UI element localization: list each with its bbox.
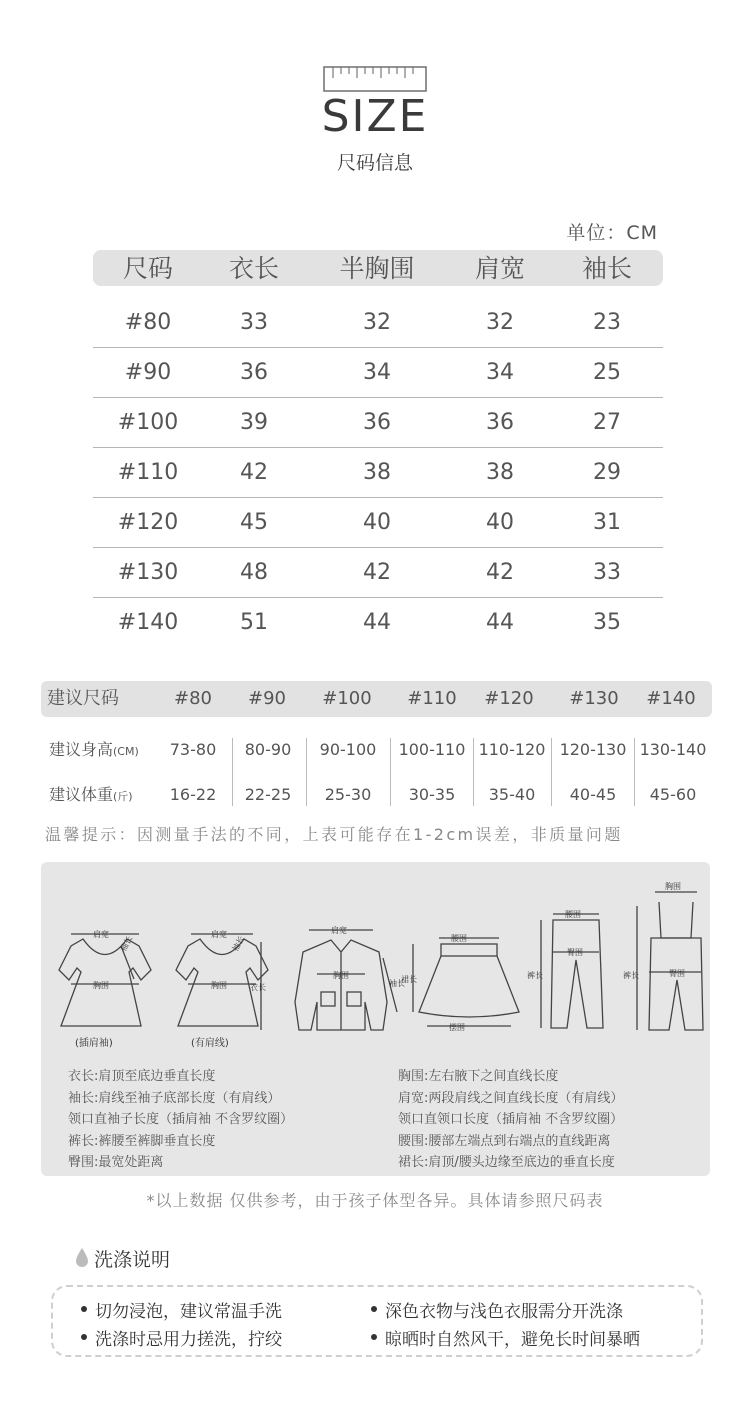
table-cell: 44 bbox=[486, 610, 514, 635]
table-cell: 44 bbox=[363, 610, 391, 635]
table-cell: 48 bbox=[240, 560, 268, 585]
table-cell: #140 bbox=[117, 610, 179, 635]
weight-value: 40-45 bbox=[569, 785, 617, 804]
garment-diagrams bbox=[41, 862, 710, 1062]
desc-line: 臀围:最宽处距离 bbox=[68, 1155, 164, 1170]
jacket-icon bbox=[261, 930, 397, 1030]
table-cell: 32 bbox=[486, 310, 514, 335]
diagram-label-waist: 腰围 bbox=[451, 934, 467, 943]
table-cell: 32 bbox=[363, 310, 391, 335]
desc-line: 胸围:左右腋下之间直线长度 bbox=[398, 1069, 559, 1084]
height-value: 100-110 bbox=[398, 740, 466, 759]
weight-value: 16-22 bbox=[169, 785, 217, 804]
diagram-label-skirt-length: 裙长 bbox=[401, 975, 417, 984]
diagram-label-chest: 胸围 bbox=[93, 981, 109, 990]
diagram-label-hem: 摆围 bbox=[449, 1023, 465, 1032]
weight-value: 22-25 bbox=[244, 785, 292, 804]
table-cell: 34 bbox=[363, 360, 391, 385]
recommend-size: #80 bbox=[174, 688, 212, 709]
desc-line: 领口直领口长度（插肩袖 不含罗纹圈） bbox=[398, 1112, 624, 1127]
diagram-label-length: 衣长 bbox=[250, 983, 266, 992]
wash-title: 洗涤说明 bbox=[94, 1249, 171, 1271]
table-cell: 38 bbox=[486, 460, 514, 485]
diagram-label-hip: 臀围 bbox=[567, 948, 583, 957]
desc-line: 衣长:肩顶至底边垂直长度 bbox=[68, 1069, 216, 1084]
recommend-size: #120 bbox=[484, 688, 534, 709]
diagram-label-shoulder: 肩宽 bbox=[93, 930, 109, 939]
size-title: SIZE bbox=[321, 91, 429, 142]
weight-value: 35-40 bbox=[488, 785, 536, 804]
diagram-label-waist: 腰围 bbox=[565, 910, 581, 919]
table-row bbox=[93, 498, 663, 548]
column-header: 袖长 bbox=[581, 254, 632, 283]
recommend-size: #90 bbox=[248, 688, 286, 709]
table-cell: 25 bbox=[593, 360, 621, 385]
recommend-table-header bbox=[41, 681, 712, 717]
recommend-size: #110 bbox=[407, 688, 457, 709]
column-divider bbox=[634, 738, 635, 806]
table-cell: 35 bbox=[593, 610, 621, 635]
desc-line: 裙长:肩顶/腰头边缘至底边的垂直长度 bbox=[398, 1155, 615, 1170]
diagram-label-sleeve: 袖长 bbox=[389, 979, 405, 988]
column-header: 尺码 bbox=[122, 254, 173, 283]
diagram-label-chest: 胸围 bbox=[333, 971, 349, 980]
ruler-icon bbox=[323, 66, 427, 92]
table-row bbox=[93, 448, 663, 498]
water-drop-icon bbox=[75, 1247, 89, 1269]
raglan-tee-icon bbox=[59, 934, 151, 1026]
measurement-tip: 温馨提示：因测量手法的不同，上表可能存在1-2cm误差，非质量问题 bbox=[45, 825, 623, 844]
wash-item: 晾晒时自然风干，避免长时间暴晒 bbox=[385, 1325, 640, 1350]
column-divider bbox=[551, 738, 552, 806]
desc-line: 腰围:腰部左端点到右端点的直线距离 bbox=[398, 1133, 611, 1149]
wash-instructions-box bbox=[51, 1285, 703, 1357]
overalls-icon bbox=[637, 892, 703, 1030]
table-row bbox=[93, 398, 663, 448]
table-cell: 40 bbox=[363, 510, 391, 535]
height-value: 120-130 bbox=[559, 740, 627, 759]
unit-label: 单位：CM bbox=[566, 222, 658, 244]
table-cell: 33 bbox=[240, 310, 268, 335]
diagram-label-sleeve: 袖长 bbox=[230, 934, 247, 953]
desc-line: 肩宽:两段肩线之间直线长度（有肩线） bbox=[398, 1090, 624, 1106]
diagram-desc-left bbox=[68, 1066, 293, 1174]
recommend-header-label: 建议尺码 bbox=[47, 688, 119, 709]
wash-item: 切勿浸泡，建议常温手洗 bbox=[95, 1297, 282, 1322]
wash-item: 洗涤时忌用力搓洗，拧绞 bbox=[95, 1325, 282, 1350]
table-cell: #130 bbox=[117, 560, 179, 585]
column-header: 肩宽 bbox=[474, 254, 525, 283]
column-header: 衣长 bbox=[228, 254, 279, 283]
table-cell: 42 bbox=[240, 460, 268, 485]
recommend-height-row bbox=[41, 730, 712, 770]
diagram-label-pants-length: 裤长 bbox=[623, 971, 639, 980]
diagram-label-chest: 胸围 bbox=[665, 882, 681, 891]
height-label: 建议身高(CM) bbox=[49, 740, 139, 759]
table-cell: 45 bbox=[240, 510, 268, 535]
diagram-label-raglan: (插肩袖) bbox=[75, 1038, 113, 1049]
table-cell: 38 bbox=[363, 460, 391, 485]
table-cell: 33 bbox=[593, 560, 621, 585]
table-cell: 40 bbox=[486, 510, 514, 535]
recommend-size: #100 bbox=[322, 688, 372, 709]
column-divider bbox=[306, 738, 307, 806]
diagram-desc-right bbox=[398, 1066, 623, 1174]
column-divider bbox=[473, 738, 474, 806]
table-row bbox=[93, 348, 663, 398]
table-cell: 36 bbox=[363, 410, 391, 435]
column-divider bbox=[232, 738, 233, 806]
recommend-weight-row bbox=[41, 775, 712, 815]
table-cell: 51 bbox=[240, 610, 268, 635]
diagram-label-sleeve: 袖长 bbox=[118, 934, 135, 953]
pants-icon bbox=[541, 914, 603, 1028]
table-cell: #100 bbox=[117, 410, 179, 435]
recommend-size: #130 bbox=[569, 688, 619, 709]
diagram-label-shoulder: 肩宽 bbox=[331, 926, 347, 935]
diagram-label-chest: 胸围 bbox=[211, 981, 227, 990]
table-cell: #110 bbox=[117, 460, 179, 485]
table-row bbox=[93, 548, 663, 598]
table-cell: 29 bbox=[593, 460, 621, 485]
weight-value: 45-60 bbox=[649, 785, 697, 804]
table-cell: 36 bbox=[240, 360, 268, 385]
table-cell: 42 bbox=[486, 560, 514, 585]
skirt-icon bbox=[413, 938, 519, 1026]
table-cell: 31 bbox=[593, 510, 621, 535]
wash-item: 深色衣物与浅色衣服需分开洗涤 bbox=[385, 1297, 623, 1322]
table-row bbox=[93, 298, 663, 348]
diagram-label-shoulder: 肩宽 bbox=[211, 930, 227, 939]
table-cell: #80 bbox=[124, 310, 172, 335]
table-cell: #120 bbox=[117, 510, 179, 535]
column-header: 半胸围 bbox=[339, 254, 415, 283]
weight-value: 25-30 bbox=[324, 785, 372, 804]
diagram-label-pants-length: 裤长 bbox=[527, 971, 543, 980]
diagram-label-set-in: (有肩线) bbox=[191, 1038, 229, 1049]
weight-value: 30-35 bbox=[408, 785, 456, 804]
height-value: 110-120 bbox=[478, 740, 546, 759]
table-cell: 39 bbox=[240, 410, 268, 435]
recommend-size: #140 bbox=[646, 688, 696, 709]
table-cell: 27 bbox=[593, 410, 621, 435]
size-subtitle: 尺码信息 bbox=[336, 152, 413, 174]
weight-label: 建议体重(斤) bbox=[49, 785, 133, 804]
set-in-tee-icon bbox=[176, 934, 268, 1026]
column-divider bbox=[390, 738, 391, 806]
table-cell: 34 bbox=[486, 360, 514, 385]
table-row bbox=[93, 598, 663, 648]
table-cell: 23 bbox=[593, 310, 621, 335]
reference-note: *以上数据 仅供参考，由于孩子体型各异。具体请参照尺码表 bbox=[146, 1191, 604, 1210]
desc-line: 领口直袖子长度（插肩袖 不含罗纹圈） bbox=[68, 1112, 294, 1127]
table-cell: 36 bbox=[486, 410, 514, 435]
size-table-header bbox=[93, 250, 663, 286]
diagram-label-hip: 臀围 bbox=[669, 969, 685, 978]
desc-line: 裤长:裤腰至裤脚垂直长度 bbox=[68, 1133, 216, 1149]
desc-line: 袖长:肩线至袖子底部长度（有肩线） bbox=[68, 1090, 281, 1106]
height-value: 73-80 bbox=[169, 740, 217, 759]
table-cell: #90 bbox=[124, 360, 172, 385]
table-cell: 42 bbox=[363, 560, 391, 585]
height-value: 80-90 bbox=[244, 740, 292, 759]
height-value: 130-140 bbox=[639, 740, 707, 759]
height-value: 90-100 bbox=[319, 740, 377, 759]
